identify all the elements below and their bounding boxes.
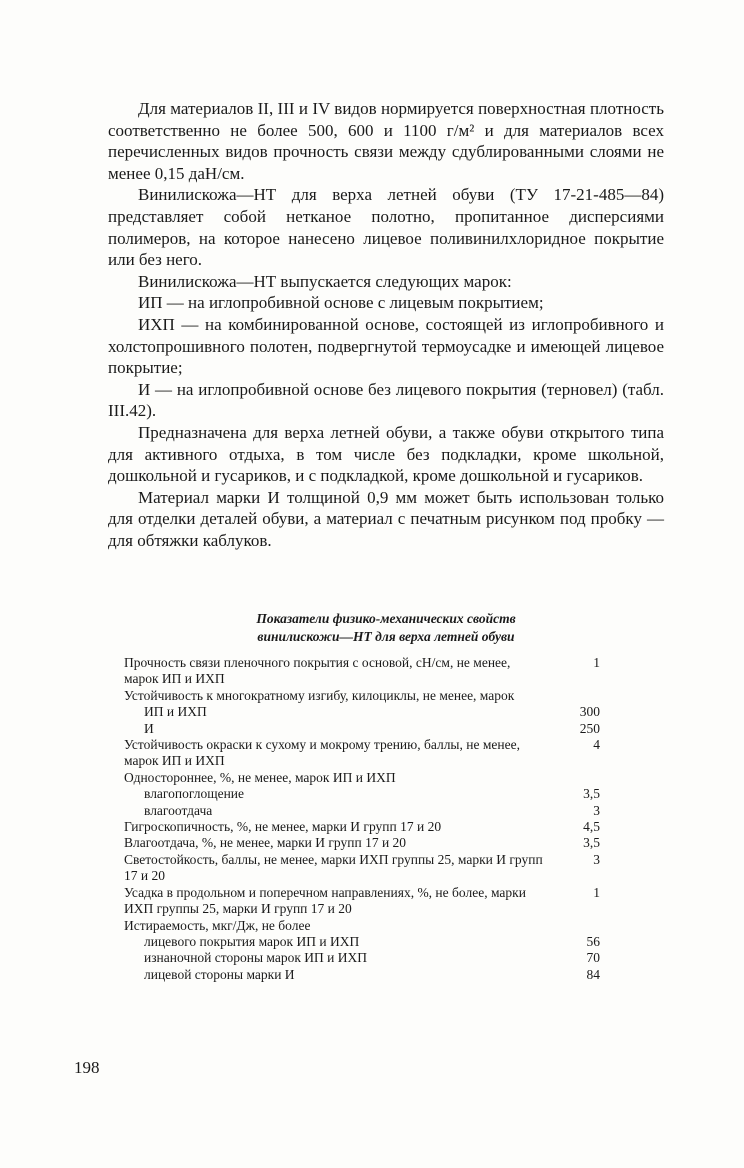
paragraph: ИП — на иглопробивной основе с лицевым покрытием; — [138, 293, 544, 313]
row-value: 3 — [593, 802, 600, 818]
row-value — [550, 688, 600, 704]
table-row — [124, 803, 600, 819]
row-value: 4 — [593, 737, 600, 753]
row-value: 1 — [593, 655, 600, 670]
row-value: 1 — [593, 884, 600, 900]
table-row — [124, 934, 600, 950]
row-label: Светостойкость, баллы, не менее, марки ИХП группы 25, марки И групп 17 и 20 — [124, 851, 543, 884]
row-label: Устойчивость к многократному изгибу, килоциклы, не менее, марок — [124, 687, 515, 703]
row-value — [550, 918, 600, 934]
row-value — [550, 770, 600, 786]
table-title-line: Показатели физико-механических свойств — [256, 611, 516, 626]
paragraph: И — на иглопробивной основе без лицевого покрытия (терновел) (табл. III.42). — [108, 379, 664, 421]
table-row — [124, 950, 600, 966]
row-label: Устойчивость окраски к сухому и мокрому трению, баллы, не менее, марок ИП и ИХП — [124, 737, 520, 769]
table-title — [108, 610, 664, 645]
row-value: 3,5 — [583, 786, 600, 802]
row-label: Влагоотдача, %, не менее, марки И групп 17 и 20 — [124, 835, 407, 851]
table-row — [124, 704, 600, 720]
table-row — [124, 786, 600, 802]
paragraph: Винилискожа—НТ выпускается следующих марок: — [138, 271, 512, 291]
table-row — [124, 819, 600, 835]
table-row — [124, 770, 600, 786]
table-row — [124, 885, 600, 918]
paragraph: Винилискожа—НТ для верха летней обуви (ТУ 17-21-485—84) представляет собой нетканое полотно, пропитанное дисперсиями полимеров, на которое нанесено лицевое поливинилхлоридное покрытие или без него. — [108, 185, 664, 270]
row-value: 70 — [586, 950, 600, 966]
row-value: 250 — [579, 720, 600, 736]
row-label: Гигроскопичность, %, не менее, марки И групп 17 и 20 — [124, 819, 442, 835]
table-row — [124, 688, 600, 704]
row-label: Одностороннее, %, не менее, марок ИП и ИХП — [124, 769, 396, 785]
paragraph: Предназначена для верха летней обуви, а также обуви открытого типа для активного отдыха, в том числе без подкладки, кроме школьной, дошкольной и гусариков, и с подкладкой, кроме дошкольной и гусариков. — [108, 422, 664, 486]
table-row — [124, 655, 600, 688]
row-label: изнаночной стороны марок ИП и ИХП — [144, 950, 367, 966]
row-label: влагопоглощение — [144, 786, 245, 802]
row-value: 300 — [579, 704, 600, 720]
paragraph: ИХП — на комбинированной основе, состоящей из иглопробивного и холстопрошивного полотен, подвергнутой термоусадке и имеющей лицевое покрытие; — [108, 314, 664, 378]
row-label: Прочность связи пленочного покрытия с основой, сН/см, не менее, марок ИП и ИХП — [124, 655, 511, 687]
table-row — [124, 918, 600, 934]
paragraph: Материал марки И толщиной 0,9 мм может быть использован только для отделки деталей обуви, а материал с печатным рисунком под пробку — для обтяжки каблуков. — [108, 487, 664, 550]
table-title-line: винилискожи—НТ для верха летней обуви — [257, 628, 515, 644]
table-row — [124, 852, 600, 885]
row-value: 3,5 — [583, 835, 600, 851]
row-value: 4,5 — [583, 819, 600, 835]
page-number: 198 — [74, 1058, 100, 1077]
table-row — [124, 721, 600, 737]
row-value: 56 — [586, 933, 600, 949]
row-label: И — [144, 720, 154, 736]
row-label: Истираемость, мкг/Дж, не более — [124, 917, 311, 933]
table-row — [124, 835, 600, 851]
table-row — [124, 967, 600, 983]
row-label: влагоотдача — [144, 802, 213, 818]
table-row — [124, 737, 600, 770]
row-label: лицевого покрытия марок ИП и ИХП — [144, 933, 360, 949]
row-value: 3 — [593, 851, 600, 867]
properties-table — [124, 655, 600, 983]
row-label: ИП и ИХП — [144, 704, 207, 720]
body-text — [108, 98, 664, 551]
row-label: лицевой стороны марки И — [144, 966, 295, 982]
row-value: 84 — [586, 966, 600, 982]
paragraph: Для материалов II, III и IV видов нормируется поверхностная плотность соответственно не более 500, 600 и 1100 г/м² и для материалов всех перечисленных видов прочность связи между сдублированными слоями не менее 0,15 даН/см. — [108, 99, 664, 183]
row-label: Усадка в продольном и поперечном направлениях, %, не более, марки ИХП группы 25, марки И групп 17 и 20 — [124, 884, 526, 917]
